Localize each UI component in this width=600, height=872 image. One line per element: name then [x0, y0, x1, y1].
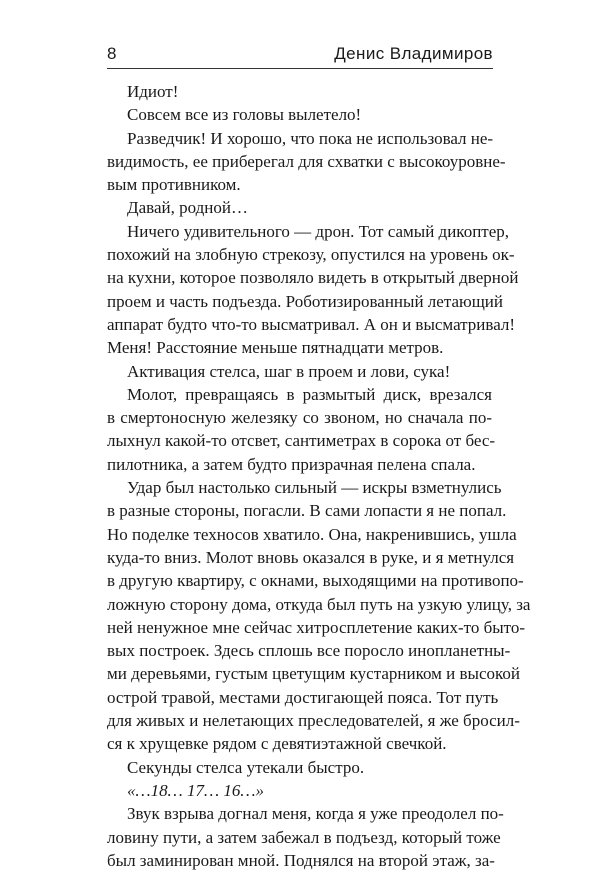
text-line: лыхнул какой-то отсвет, сантиметрах в сорока от бес-	[107, 431, 496, 451]
text-line: вых построек. Здесь сплошь все поросло инопланетны-	[107, 641, 511, 661]
text-line: Активация стелса, шаг в проем и лови, сука!	[127, 361, 451, 381]
text-line: проем и часть подъезда. Роботизированный летающий	[107, 291, 503, 311]
text-line: видимость, ее приберегал для схватки с высокоуровне-	[107, 151, 506, 171]
text-line: в другую квартиру, с окнами, выходящими на противопо-	[107, 571, 524, 591]
text-line: Молот, превращаясь в размытый диск, врезался	[127, 384, 492, 404]
text-line: Меня! Расстояние меньше пятнадцати метров.	[107, 338, 444, 358]
text-line: ми деревьями, густым цветущим кустарником и высокой	[107, 664, 521, 684]
text-line: Разведчик! И хорошо, что пока не использовал не-	[127, 128, 494, 148]
text-line: на кухни, которое позволяло видеть в открытый дверной	[107, 268, 519, 288]
text-line: ся к хрущевке рядом с девятиэтажной свечкой.	[107, 734, 447, 754]
text-line: Но поделке техносов хватило. Она, накренившись, ушла	[107, 524, 517, 544]
page-number: 8	[107, 44, 117, 63]
text-line: был заминирован мной. Поднялся на второй этаж, за-	[107, 850, 495, 870]
running-header	[107, 38, 493, 64]
text-line: Звук взрыва догнал меня, когда я уже преодолел по-	[127, 804, 504, 824]
text-line: Ничего удивительного — дрон. Тот самый дикоптер,	[127, 221, 510, 241]
text-line: Давай, родной…	[127, 198, 248, 218]
text-line: Идиот!	[127, 82, 179, 101]
text-line: Совсем все из головы вылетело!	[127, 105, 362, 125]
text-line: для живых и нелетающих преследователей, я же бросил-	[107, 711, 520, 731]
text-line: ловину пути, а затем забежал в подъезд, который тоже	[107, 827, 501, 847]
text-line: Удар был настолько сильный — искры взметнулись	[127, 478, 502, 498]
text-line: в разные стороны, погасли. В сами лопасти я не попал.	[107, 501, 507, 521]
body-text	[107, 80, 531, 872]
text-line: похожий на злобную стрекозу, опустился на уровень ок-	[107, 245, 515, 265]
text-line: куда-то вниз. Молот вновь оказался в руке, и я метнулся	[107, 547, 515, 567]
text-line: Секунды стелса утекали быстро.	[127, 757, 365, 777]
text-line: острой травой, местами достигающей пояса. Тот путь	[107, 687, 499, 707]
header-rule	[107, 68, 493, 69]
running-header-author: Денис Владимиров	[334, 44, 493, 63]
text-line: «…18… 17… 16…»	[127, 780, 264, 800]
text-line: ложную сторону дома, откуда был путь на узкую улицу, за	[107, 594, 531, 614]
text-line: аппарат будто что-то высматривал. А он и высматривал!	[107, 314, 516, 334]
text-line: в смертоносную железяку со звоном, но сначала по-	[107, 408, 492, 428]
text-line: пилотника, а затем будто призрачная пелена спала.	[107, 454, 476, 474]
text-line: ней ненужное мне сейчас хитросплетение каких-то быто-	[107, 617, 526, 637]
text-line: вым противником.	[107, 175, 241, 195]
